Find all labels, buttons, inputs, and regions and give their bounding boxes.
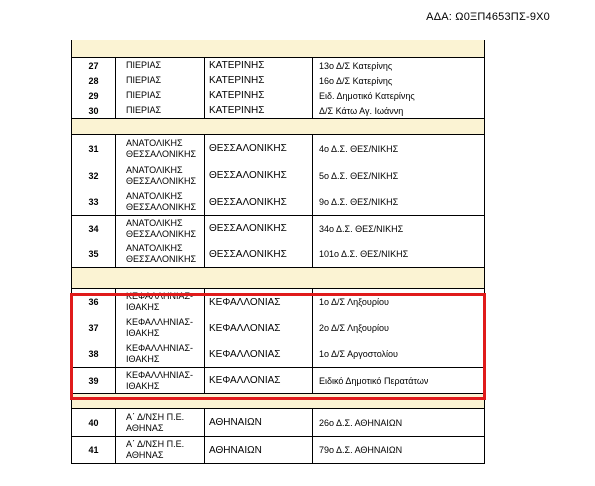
- region-cell: ΑΝΑΤΟΛΙΚΗΣ ΘΕΣΣΑΛΟΝΙΚΗΣ: [116, 162, 205, 189]
- row-number: 29: [72, 88, 116, 103]
- table-group-kefallinia: [71, 288, 485, 394]
- table-row: [71, 367, 485, 393]
- row-number: 35: [72, 241, 116, 267]
- prefecture-cell: ΘΕΣΣΑΛΟΝΙΚΗΣ: [205, 216, 313, 241]
- table-row: [71, 73, 485, 88]
- region-cell: ΚΕΦΑΛΛΗΝΙΑΣ-ΙΘΑΚΗΣ: [116, 315, 205, 341]
- school-cell: Ειδικό Δημοτικό Περατάτων: [319, 375, 429, 386]
- table-group-athens: [71, 408, 485, 464]
- row-number: 37: [72, 315, 116, 341]
- table-row: [71, 241, 485, 267]
- prefecture-cell: ΘΕΣΣΑΛΟΝΙΚΗΣ: [205, 135, 313, 162]
- separator-band: [71, 40, 485, 57]
- prefecture-cell: ΚΑΤΕΡΙΝΗΣ: [205, 103, 313, 118]
- separator-band: [71, 119, 485, 134]
- school-cell: 9ο Δ.Σ. ΘΕΣ/ΝΙΚΗΣ: [319, 197, 399, 207]
- row-number: 39: [72, 368, 116, 393]
- region-cell: ΠΙΕΡΙΑΣ: [116, 73, 205, 88]
- row-number: 30: [72, 103, 116, 118]
- region-cell: ΠΙΕΡΙΑΣ: [116, 103, 205, 118]
- region-cell: ΚΕΦΑΛΛΗΝΙΑΣ-ΙΘΑΚΗΣ: [116, 341, 205, 367]
- table-row: [71, 315, 485, 341]
- prefecture-cell: ΑΘΗΝΑΙΩΝ: [205, 437, 313, 463]
- separator-band: [71, 268, 485, 288]
- school-cell: 16ο Δ/Σ Κατερίνης: [319, 75, 393, 86]
- row-number: 38: [72, 341, 116, 367]
- table-row: [71, 103, 485, 118]
- row-number: 41: [72, 437, 116, 463]
- school-cell: 26ο Δ.Σ. ΑΘΗΝΑΙΩΝ: [319, 417, 403, 428]
- row-number: 32: [72, 162, 116, 189]
- school-cell: 2ο Δ/Σ Ληξουρίου: [319, 323, 389, 333]
- table-row: [71, 289, 485, 315]
- school-cell: 5ο Δ.Σ. ΘΕΣ/ΝΙΚΗΣ: [319, 170, 399, 181]
- prefecture-cell: ΚΑΤΕΡΙΝΗΣ: [205, 73, 313, 88]
- table-row: [71, 436, 485, 463]
- row-number: 27: [72, 58, 116, 73]
- region-cell: ΚΕΦΑΛΛΗΝΙΑΣ-ΙΘΑΚΗΣ: [116, 368, 205, 393]
- table-row: [71, 341, 485, 367]
- region-cell: ΑΝΑΤΟΛΙΚΗΣ ΘΕΣΣΑΛΟΝΙΚΗΣ: [116, 241, 205, 267]
- table-group-thessaloniki: [71, 134, 485, 268]
- schools-table: [71, 40, 485, 464]
- region-cell: ΠΙΕΡΙΑΣ: [116, 58, 205, 73]
- region-cell: ΠΙΕΡΙΑΣ: [116, 88, 205, 103]
- school-cell: 1ο Δ/Σ Ληξουρίου: [319, 297, 389, 307]
- region-cell: ΑΝΑΤΟΛΙΚΗΣ ΘΕΣΣΑΛΟΝΙΚΗΣ: [116, 189, 205, 215]
- school-cell: Δ/Σ Κάτω Αγ. Ιωάννη: [319, 105, 404, 116]
- row-number: 34: [72, 216, 116, 241]
- prefecture-cell: ΘΕΣΣΑΛΟΝΙΚΗΣ: [205, 189, 313, 215]
- region-cell: ΑΝΑΤΟΛΙΚΗΣ ΘΕΣΣΑΛΟΝΙΚΗΣ: [116, 216, 205, 241]
- region-cell: Α΄ Δ/ΝΣΗ Π.Ε. ΑΘΗΝΑΣ: [116, 437, 205, 463]
- table-row: [71, 162, 485, 189]
- separator-band: [71, 394, 485, 408]
- table-group-pieria: [71, 57, 485, 119]
- prefecture-cell: ΚΑΤΕΡΙΝΗΣ: [205, 58, 313, 73]
- table-row: [71, 189, 485, 215]
- school-cell: Ειδ. Δημοτικό Κατερίνης: [319, 90, 415, 101]
- school-cell: 101ο Δ.Σ. ΘΕΣ/ΝΙΚΗΣ: [319, 249, 409, 259]
- school-cell: 4ο Δ.Σ. ΘΕΣ/ΝΙΚΗΣ: [319, 143, 399, 154]
- ada-code: ΑΔΑ: Ω0ΞΠ4653ΠΣ-9Χ0: [426, 11, 550, 23]
- prefecture-cell: ΚΑΤΕΡΙΝΗΣ: [205, 88, 313, 103]
- row-number: 33: [72, 189, 116, 215]
- row-number: 28: [72, 73, 116, 88]
- school-cell: 1ο Δ/Σ Αργοστολίου: [319, 349, 398, 359]
- prefecture-cell: ΑΘΗΝΑΙΩΝ: [205, 409, 313, 436]
- table-row: [71, 135, 485, 162]
- region-cell: ΚΕΦΑΛΛΗΝΙΑΣ-ΙΘΑΚΗΣ: [116, 289, 205, 315]
- prefecture-cell: ΚΕΦΑΛΛΟΝΙΑΣ: [205, 315, 313, 341]
- table-row: [71, 58, 485, 73]
- row-number: 31: [72, 135, 116, 162]
- row-number: 40: [72, 409, 116, 436]
- school-cell: 79ο Δ.Σ. ΑΘΗΝΑΙΩΝ: [319, 445, 403, 455]
- school-cell: 34ο Δ.Σ. ΘΕΣ/ΝΙΚΗΣ: [319, 223, 404, 234]
- table-row: [71, 409, 485, 436]
- table-row: [71, 215, 485, 241]
- row-number: 36: [72, 289, 116, 315]
- region-cell: ΑΝΑΤΟΛΙΚΗΣ ΘΕΣΣΑΛΟΝΙΚΗΣ: [116, 135, 205, 162]
- region-cell: Α΄ Δ/ΝΣΗ Π.Ε. ΑΘΗΝΑΣ: [116, 409, 205, 436]
- prefecture-cell: ΚΕΦΑΛΛΟΝΙΑΣ: [205, 289, 313, 315]
- table-row: [71, 88, 485, 103]
- prefecture-cell: ΚΕΦΑΛΛΟΝΙΑΣ: [205, 368, 313, 393]
- school-cell: 13ο Δ/Σ Κατερίνης: [319, 60, 393, 71]
- prefecture-cell: ΘΕΣΣΑΛΟΝΙΚΗΣ: [205, 241, 313, 267]
- prefecture-cell: ΚΕΦΑΛΛΟΝΙΑΣ: [205, 341, 313, 367]
- prefecture-cell: ΘΕΣΣΑΛΟΝΙΚΗΣ: [205, 162, 313, 189]
